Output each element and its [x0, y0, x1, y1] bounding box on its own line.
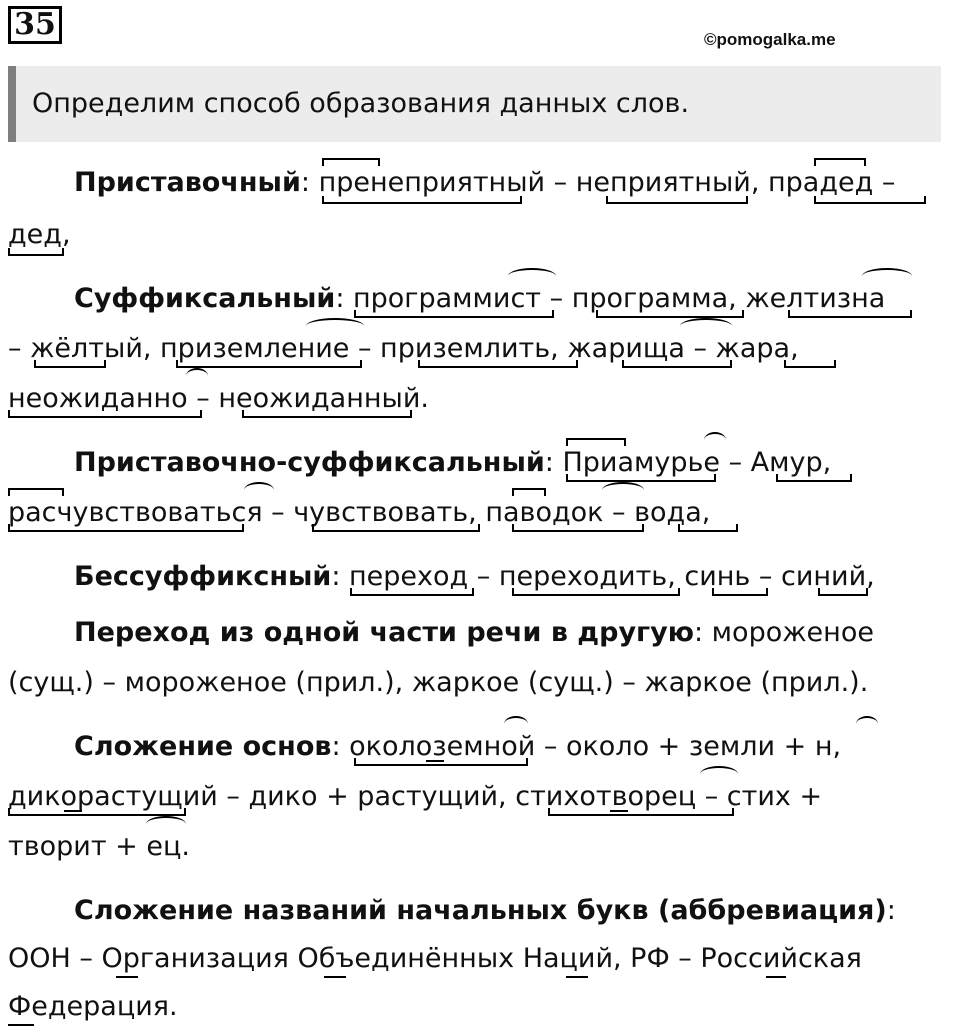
suffix-mark	[508, 268, 556, 284]
suffix-mark	[700, 766, 738, 782]
suffix-mark	[862, 268, 912, 284]
prefix-mark	[512, 488, 546, 496]
root-base-mark	[418, 360, 578, 368]
suffix-mark	[602, 482, 644, 498]
root-base-mark	[242, 410, 412, 418]
no-suffix-examples-1: : переход – переходить, синь – синий,	[331, 561, 875, 592]
initial-letter-mark	[766, 976, 786, 978]
intro-text: Определим способ образования данных слов.	[32, 88, 690, 119]
root-base-mark	[784, 360, 836, 368]
suffix-mark	[306, 318, 364, 334]
postfix-mark	[244, 482, 274, 498]
abbreviation-line-3	[8, 990, 178, 1024]
suffix-examples-1: : программист – программа, желтизна	[335, 283, 886, 314]
connecting-vowel-mark	[426, 760, 444, 762]
task-number: 35	[14, 7, 56, 42]
abbreviation-examples-3: Федерация.	[8, 991, 178, 1022]
root-base-mark	[322, 196, 522, 204]
initial-letter-mark	[324, 976, 346, 978]
root-base-mark	[596, 310, 744, 318]
prefix-suffix-examples-1: : Приамурье – Амур,	[544, 447, 832, 478]
root-base-mark	[606, 196, 748, 204]
conversion-examples-1: : мороженое	[694, 617, 874, 648]
root-base-mark	[512, 524, 644, 532]
root-base-mark	[776, 474, 852, 482]
task-number-box	[8, 6, 62, 44]
abbreviation-heading: Сложение названий начальных букв (аббревиация)	[74, 895, 887, 926]
compound-heading: Сложение основ	[74, 731, 332, 762]
root-base-mark	[8, 410, 202, 418]
root-base-mark	[818, 588, 868, 596]
prefix-line-2	[8, 218, 71, 252]
suffix-mark	[186, 368, 208, 384]
conversion-line-2	[8, 666, 868, 700]
root-base-mark	[512, 588, 680, 596]
root-base-mark	[350, 588, 474, 596]
root-base-mark	[548, 808, 734, 816]
no-suffix-heading: Бессуффиксный	[74, 561, 332, 592]
suffix-examples-2: – жёлтый, приземление – приземлить, жарища – жара,	[8, 333, 799, 364]
root-base-mark	[814, 196, 926, 204]
watermark: ©pomogalka.me	[704, 30, 836, 49]
root-base-mark	[34, 360, 106, 368]
prefix-mark	[322, 158, 380, 166]
root-base-mark	[678, 524, 738, 532]
prefix-suffix-examples-2: расчувствоваться – чувствовать, паводок – вода,	[8, 497, 711, 528]
prefix-examples-2: дед,	[8, 219, 71, 250]
root-base-mark	[176, 360, 362, 368]
connecting-vowel-mark	[64, 810, 82, 812]
root-base-mark	[8, 248, 64, 256]
abbreviation-examples-2: ООН – Организация Объединённых Наций, РФ – Российская	[8, 943, 862, 974]
prefix-examples-1: : пренеприятный – неприятный, прадед –	[300, 167, 896, 198]
compound-examples-3: творит + ец.	[8, 831, 190, 862]
prefix-suffix-heading: Приставочно-суффиксальный	[74, 447, 545, 478]
prefix-line-1	[74, 166, 895, 200]
abbreviation-line-2	[8, 942, 862, 976]
prefix-heading: Приставочный	[74, 167, 301, 198]
compound-examples-1: : околоземной – около + земли + н,	[331, 731, 842, 762]
prefix-suffix-line-1	[74, 446, 831, 480]
initial-letter-mark	[116, 976, 138, 978]
suffix-examples-3: неожиданно – неожиданный.	[8, 383, 429, 414]
root-base-mark	[8, 808, 186, 816]
conversion-line-1	[74, 616, 874, 650]
compound-examples-2: дикорастущий – дико + растущий, стихотворец – стих +	[8, 781, 823, 812]
suffix-mark	[146, 816, 186, 832]
suffix-mark	[856, 716, 878, 732]
root-base-mark	[354, 310, 554, 318]
abbreviation-line-1	[74, 894, 896, 928]
compound-line-3	[8, 830, 190, 864]
root-base-mark	[8, 524, 244, 532]
initial-letter-mark	[566, 976, 588, 978]
root-base-mark	[312, 524, 480, 532]
root-base-mark	[566, 474, 716, 482]
suffix-mark	[704, 432, 726, 448]
suffix-heading: Суффиксальный	[74, 283, 336, 314]
suffix-mark	[680, 318, 732, 334]
prefix-mark	[566, 438, 626, 446]
intro-banner	[8, 66, 941, 142]
root-base-mark	[712, 588, 768, 596]
root-base-mark	[622, 360, 732, 368]
conversion-examples-2: (сущ.) – мороженое (прил.), жаркое (сущ.) – жаркое (прил.).	[8, 667, 869, 698]
connecting-vowel-mark	[610, 810, 628, 812]
prefix-mark	[8, 488, 64, 496]
prefix-mark	[814, 158, 866, 166]
initial-letter-mark	[8, 1024, 34, 1026]
suffix-mark	[504, 716, 528, 732]
conversion-heading: Переход из одной части речи в другую	[74, 617, 694, 648]
abbreviation-colon: :	[886, 895, 896, 926]
root-base-mark	[788, 310, 912, 318]
